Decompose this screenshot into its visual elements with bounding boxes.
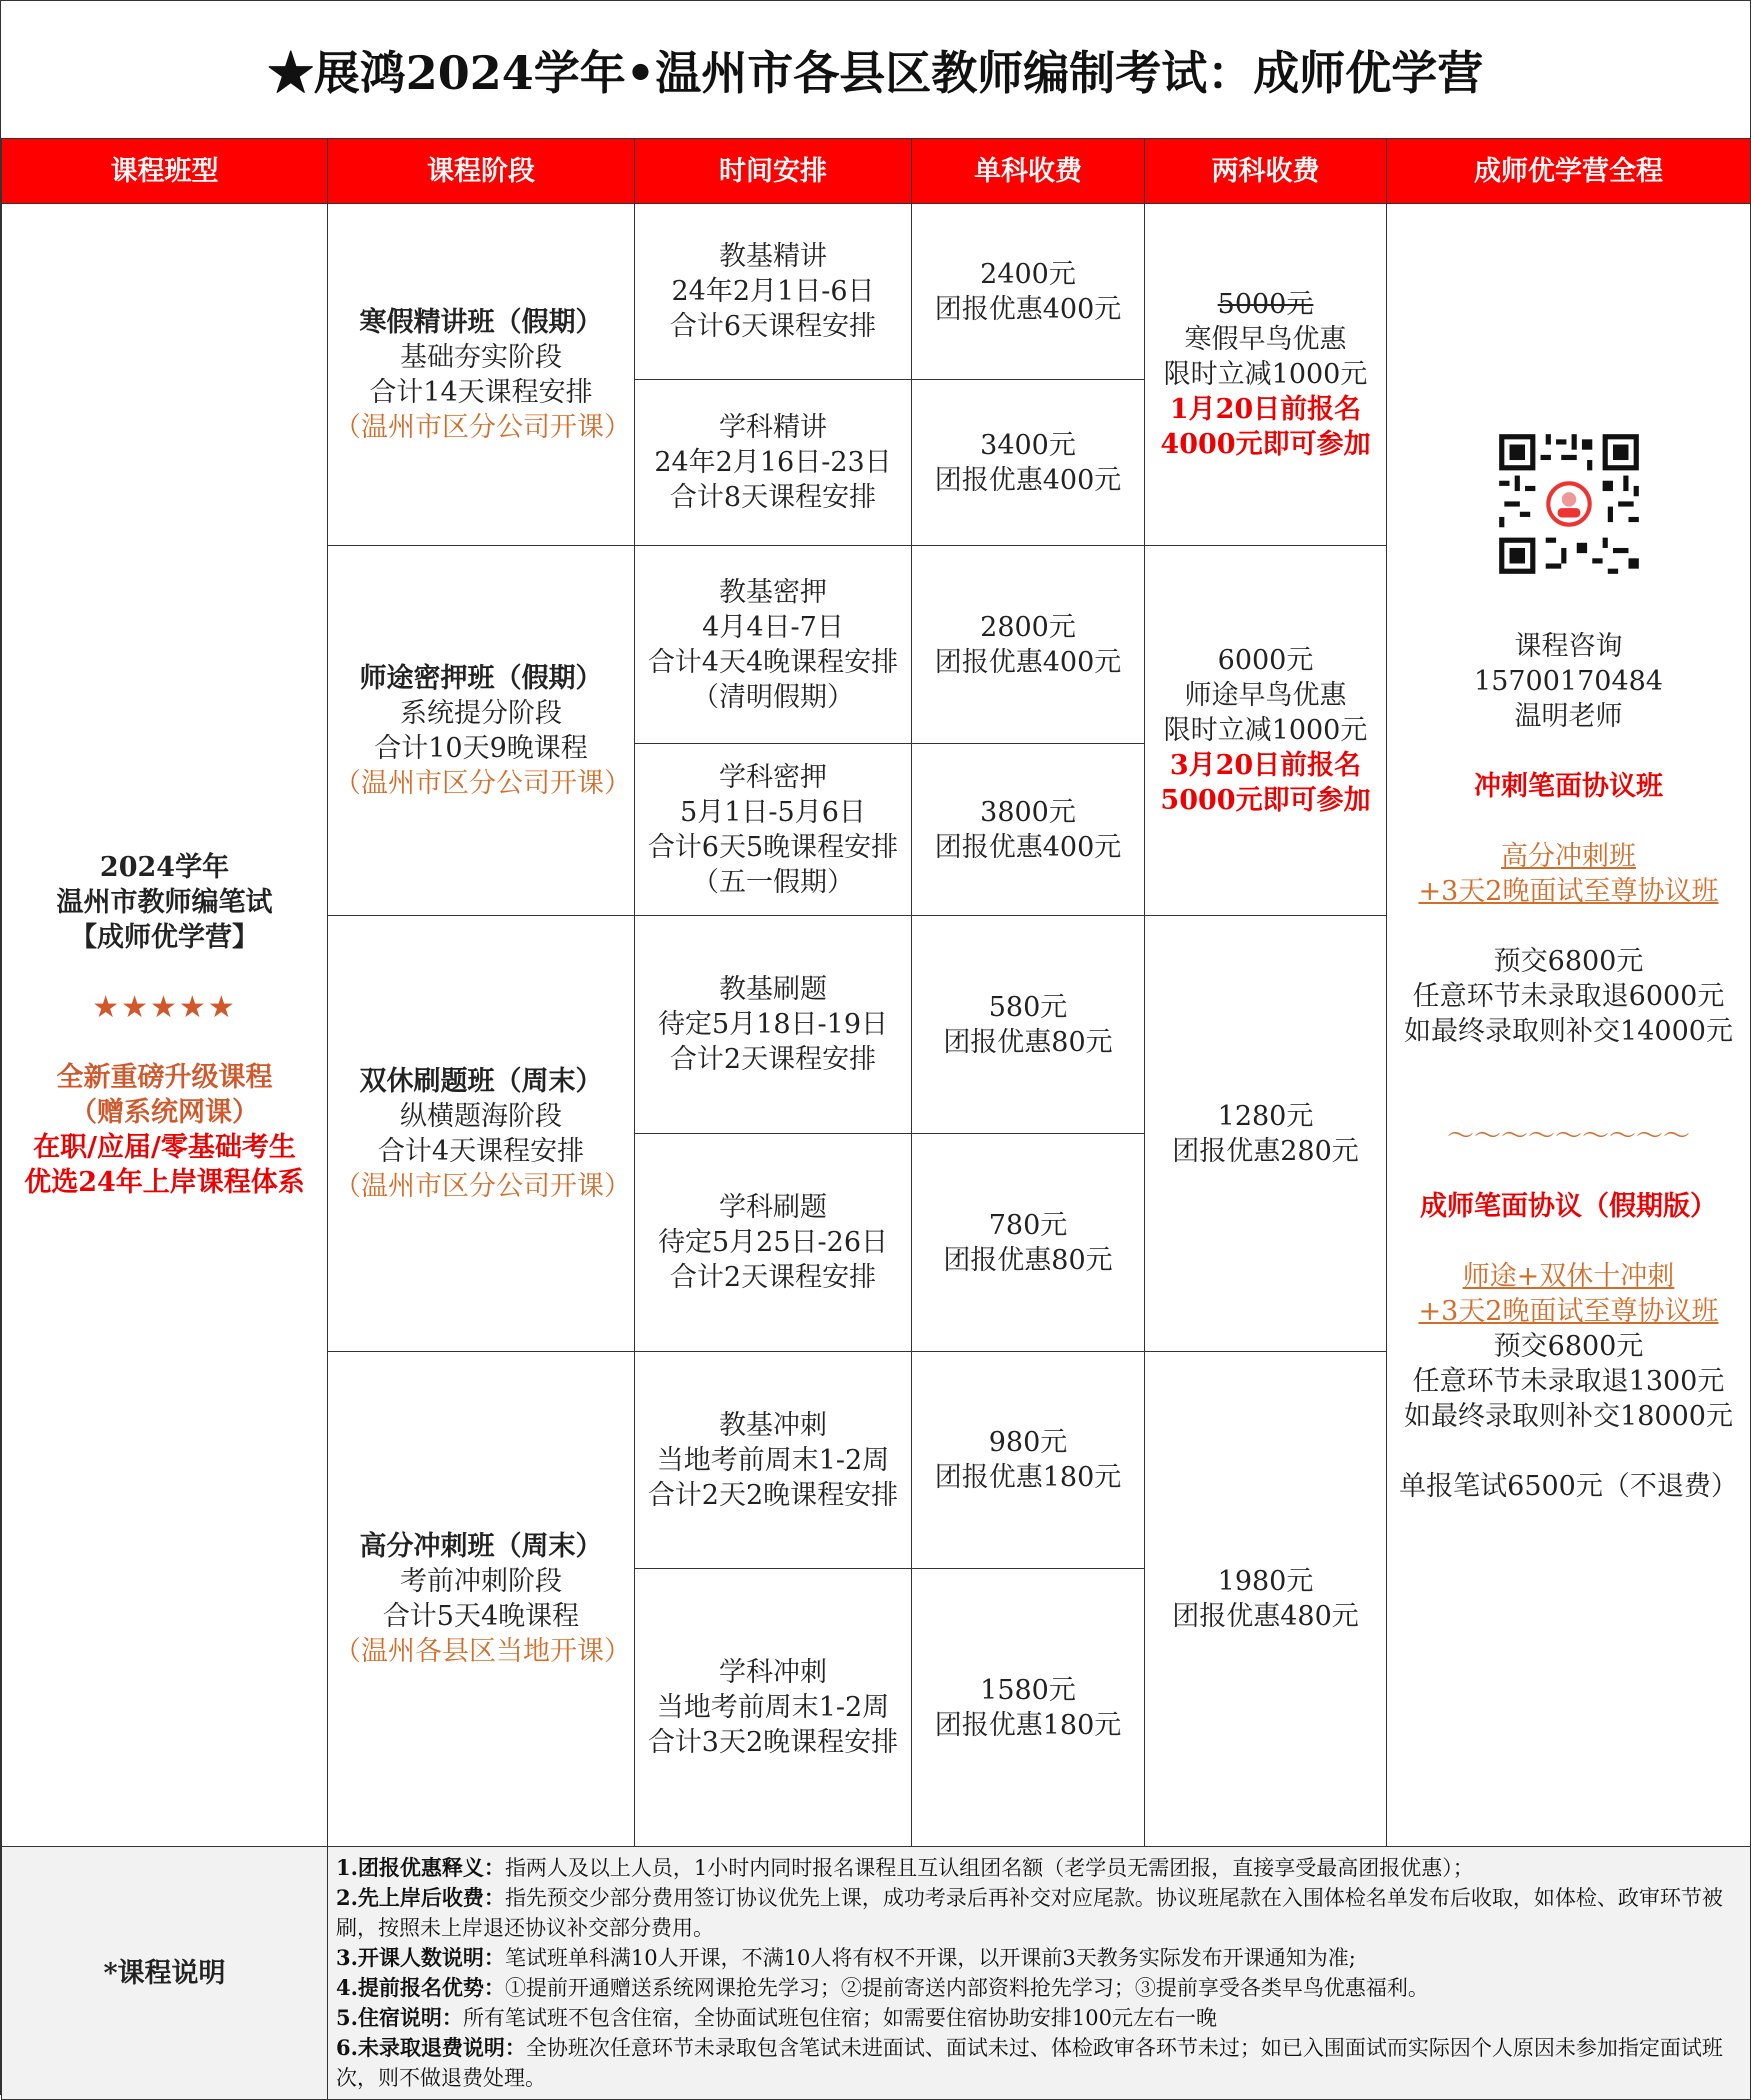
notes-row xyxy=(2,1847,1751,2100)
course-name: 高分冲刺班（周末） xyxy=(359,1531,603,1562)
note-item xyxy=(336,2003,1742,2033)
course-stage: 考前冲刺阶段 xyxy=(400,1566,562,1597)
course-stage: 纵横题海阶段 xyxy=(400,1100,562,1132)
promo-line: 全新重磅升级课程 xyxy=(56,1062,273,1093)
page-title: ★展鸿2024学年•温州市各县区教师编制考试：成师优学营 xyxy=(1,1,1750,139)
plan1-term: 预交6800元 xyxy=(1493,946,1644,977)
fee-group: 团报优惠400元 xyxy=(934,464,1122,496)
fee-deadline: 4000元即可参加 xyxy=(1160,429,1371,460)
schedule-line: 待定5月25日-26日 xyxy=(657,1227,888,1258)
fee-deadline: 1月20日前报名 xyxy=(1169,394,1362,425)
rating-stars: ★★★★★ xyxy=(92,990,237,1025)
schedule-line: 教基精讲 xyxy=(719,241,827,272)
plan2-term: 预交6800元 xyxy=(1493,1331,1644,1362)
fee-price: 2800元 xyxy=(980,611,1076,643)
fee-promo: 寒假早鸟优惠 xyxy=(1184,324,1347,355)
course-name: 双休刷题班（周末） xyxy=(359,1065,603,1097)
fee-price: 780元 xyxy=(988,1209,1068,1241)
summary-line: 2024学年 xyxy=(99,852,230,883)
single-exam-fee: 单报笔试6500元（不退费） xyxy=(1399,1471,1738,1502)
schedule-line: （五一假期） xyxy=(692,866,854,898)
schedule-cell xyxy=(635,1352,912,1569)
fee-price: 5000元 xyxy=(1217,289,1314,320)
schedule-line: 合计6天5晚课程安排 xyxy=(647,831,899,863)
divider: ～～～～～～～～～ xyxy=(1447,1121,1690,1152)
schedule-line: 合计6天课程安排 xyxy=(669,311,877,342)
plan2-term: 任意环节未录取退1300元 xyxy=(1412,1366,1725,1397)
schedule-line: 合计2天2晚课程安排 xyxy=(647,1479,899,1511)
two-fee-cell xyxy=(1145,916,1387,1352)
plan2-link[interactable]: +3天2晚面试至尊协议班 xyxy=(1418,1296,1719,1327)
fee-price: 1280元 xyxy=(1217,1100,1314,1132)
summary-line: 温州市教师编笔试 xyxy=(56,887,273,918)
note-title: 1.团报优惠释义： xyxy=(336,1855,505,1880)
header-two-fee: 两科收费 xyxy=(1145,139,1387,204)
fee-price: 1580元 xyxy=(980,1674,1076,1706)
two-fee-cell xyxy=(1145,204,1387,546)
schedule-line: 教基密押 xyxy=(719,576,827,608)
promo-line: 优选24年上岸课程体系 xyxy=(24,1167,305,1198)
course-location: （温州市区分公司开课） xyxy=(334,1170,631,1202)
single-fee-cell xyxy=(912,1569,1145,1847)
note-title: 2.先上岸后收费： xyxy=(336,1885,505,1910)
schedule-line: 学科刷题 xyxy=(719,1192,827,1223)
schedule-line: 24年2月1日-6日 xyxy=(671,276,875,307)
fee-price: 580元 xyxy=(988,991,1068,1023)
plan2-term: 如最终录取则补交18000元 xyxy=(1404,1401,1733,1432)
fee-price: 6000元 xyxy=(1217,645,1314,676)
note-item xyxy=(336,1943,1742,1973)
course-stage-weekend-drill xyxy=(328,916,635,1352)
fee-promo: 限时立减1000元 xyxy=(1163,359,1368,390)
single-fee-cell xyxy=(912,744,1145,916)
schedule-cell xyxy=(635,546,912,744)
notes-content xyxy=(328,1847,1751,2100)
fee-deadline: 3月20日前报名 xyxy=(1169,750,1362,781)
promo-line: （赠系统网课） xyxy=(70,1097,259,1128)
qr-code-icon[interactable] xyxy=(1494,429,1644,579)
schedule-line: 合计3天2晚课程安排 xyxy=(647,1727,899,1758)
schedule-line: 合计4天4晚课程安排 xyxy=(647,646,899,678)
fee-group: 团报优惠400元 xyxy=(934,293,1122,325)
header-schedule: 时间安排 xyxy=(635,139,912,204)
fee-price: 3400元 xyxy=(980,429,1076,461)
schedule-line: 5月1日-5月6日 xyxy=(680,796,866,828)
schedule-line: 24年2月16日-23日 xyxy=(654,447,892,478)
course-total: 合计14天课程安排 xyxy=(369,376,593,408)
single-fee-cell xyxy=(912,546,1145,744)
header-row xyxy=(2,139,1751,204)
course-stage: 系统提分阶段 xyxy=(400,697,562,729)
single-fee-cell xyxy=(912,204,1145,380)
plan2-link[interactable]: 师途+双休十冲刺 xyxy=(1462,1261,1675,1292)
header-class-type: 课程班型 xyxy=(2,139,328,204)
schedule-cell xyxy=(635,204,912,380)
plan1-link[interactable]: +3天2晚面试至尊协议班 xyxy=(1418,876,1719,907)
summary-line: 【成师优学营】 xyxy=(70,922,259,953)
fee-promo: 限时立减1000元 xyxy=(1163,715,1368,746)
course-name: 寒假精讲班（假期） xyxy=(359,306,603,338)
schedule-cell xyxy=(635,916,912,1134)
fee-group: 团报优惠400元 xyxy=(934,646,1122,678)
fee-group: 团报优惠80元 xyxy=(943,1026,1113,1058)
course-total: 合计5天4晚课程 xyxy=(382,1601,580,1632)
schedule-line: 合计8天课程安排 xyxy=(669,482,877,513)
note-text: 笔试班单科满10人开课，不满10人将有权不开课，以开课前3天教务实际发布开课通知为准; xyxy=(504,1946,1356,1970)
fee-promo: 团报优惠280元 xyxy=(1172,1135,1359,1167)
schedule-line: 合计2天课程安排 xyxy=(669,1262,877,1293)
fee-group: 团报优惠180元 xyxy=(934,1462,1122,1493)
schedule-line: 4月4日-7日 xyxy=(702,611,844,643)
schedule-line: （清明假期） xyxy=(692,681,854,713)
note-text: 所有笔试班不包含住宿，全协面试班包住宿；如需要住宿协助安排100元左右一晚 xyxy=(462,2006,1218,2030)
note-title: 5.住宿说明： xyxy=(336,2005,463,2030)
schedule-line: 教基刷题 xyxy=(719,974,827,1005)
note-item xyxy=(336,1853,1742,1883)
fee-price: 2400元 xyxy=(980,258,1076,290)
note-text: 全协班次任意环节未录取包含笔试未进面试、面试未过、体检政审各环节未过；如已入围面试而实际因个人原因未参加指定面试班次，则不做退费处理。 xyxy=(336,2036,1723,2090)
note-item xyxy=(336,1883,1742,1943)
fee-price: 980元 xyxy=(988,1427,1068,1458)
table-row xyxy=(2,204,1751,380)
note-item xyxy=(336,1973,1742,2003)
fee-group: 团报优惠180元 xyxy=(934,1709,1122,1741)
course-location: （温州市区分公司开课） xyxy=(334,767,631,799)
notes-label: *课程说明 xyxy=(2,1847,328,2100)
schedule-line: 学科冲刺 xyxy=(719,1657,827,1688)
program-summary xyxy=(2,204,328,1847)
fee-group: 团报优惠400元 xyxy=(934,831,1122,863)
header-full-program: 成师优学营全程 xyxy=(1387,139,1751,204)
note-title: 3.开课人数说明： xyxy=(336,1945,505,1970)
note-title: 4.提前报名优势： xyxy=(336,1975,505,2000)
two-fee-cell xyxy=(1145,546,1387,916)
fee-group: 团报优惠80元 xyxy=(943,1244,1113,1276)
note-item xyxy=(336,2033,1742,2093)
course-name: 师途密押班（假期） xyxy=(359,662,603,694)
fee-promo: 师途早鸟优惠 xyxy=(1184,680,1347,711)
schedule-cell xyxy=(635,1569,912,1847)
note-text: 指先预交少部分费用签订协议优先上课，成功考录后再补交对应尾款。协议班尾款在入围体检名单发布后收取，如体检、政审环节被刷，按照未上岸退还协议补交部分费用。 xyxy=(336,1886,1723,1940)
schedule-line: 学科密押 xyxy=(719,761,827,793)
course-total: 合计4天课程安排 xyxy=(377,1135,585,1167)
schedule-cell xyxy=(635,744,912,916)
course-stage: 基础夯实阶段 xyxy=(400,341,562,373)
fee-price: 3800元 xyxy=(980,796,1076,828)
plan1-term: 任意环节未录取退6000元 xyxy=(1412,981,1725,1012)
header-single-fee: 单科收费 xyxy=(912,139,1145,204)
consult-teacher: 温明老师 xyxy=(1514,701,1623,732)
single-fee-cell xyxy=(912,380,1145,546)
plan1-term: 如最终录取则补交14000元 xyxy=(1404,1016,1733,1047)
full-program-cell xyxy=(1387,204,1751,1847)
schedule-line: 当地考前周末1-2周 xyxy=(656,1444,890,1476)
plan2-title: 成师笔面协议（假期版） xyxy=(1420,1191,1717,1222)
consult-phone[interactable]: 15700170484 xyxy=(1474,666,1663,697)
plan1-title: 冲刺笔面协议班 xyxy=(1474,771,1663,802)
course-total: 合计10天9晚课程 xyxy=(374,732,588,764)
course-table xyxy=(1,138,1751,2100)
note-title: 6.未录取退费说明： xyxy=(336,2035,526,2060)
course-location: （温州市区分公司开课） xyxy=(334,411,631,443)
plan1-link[interactable]: 高分冲刺班 xyxy=(1501,841,1636,872)
fee-promo: 团报优惠480元 xyxy=(1172,1601,1359,1632)
single-fee-cell xyxy=(912,1134,1145,1352)
single-fee-cell xyxy=(912,1352,1145,1569)
schedule-cell xyxy=(635,380,912,546)
fee-price: 1980元 xyxy=(1217,1566,1314,1597)
schedule-line: 教基冲刺 xyxy=(719,1409,827,1441)
consult-label: 课程咨询 xyxy=(1514,631,1623,662)
fee-deadline: 5000元即可参加 xyxy=(1160,785,1371,816)
single-fee-cell xyxy=(912,916,1145,1134)
schedule-line: 学科精讲 xyxy=(719,412,827,443)
schedule-line: 合计2天课程安排 xyxy=(669,1044,877,1075)
two-fee-cell xyxy=(1145,1352,1387,1847)
schedule-line: 当地考前周末1-2周 xyxy=(656,1692,890,1723)
schedule-line: 待定5月18日-19日 xyxy=(657,1009,888,1040)
schedule-cell xyxy=(635,1134,912,1352)
course-stage-winter xyxy=(328,204,635,546)
header-stage: 课程阶段 xyxy=(328,139,635,204)
promo-line: 在职/应届/零基础考生 xyxy=(33,1132,296,1163)
course-stage-exam-prep xyxy=(328,546,635,916)
note-text: ①提前开通赠送系统网课抢先学习；②提前寄送内部资料抢先学习；③提前享受各类早鸟优惠福利。 xyxy=(504,1976,1429,2000)
course-location: （温州各县区当地开课） xyxy=(334,1636,631,1667)
note-text: 指两人及以上人员，1小时内同时报名课程且互认组团名额（老学员无需团报，直接享受最高团报优惠）； xyxy=(504,1856,1474,1880)
course-stage-sprint xyxy=(328,1352,635,1847)
